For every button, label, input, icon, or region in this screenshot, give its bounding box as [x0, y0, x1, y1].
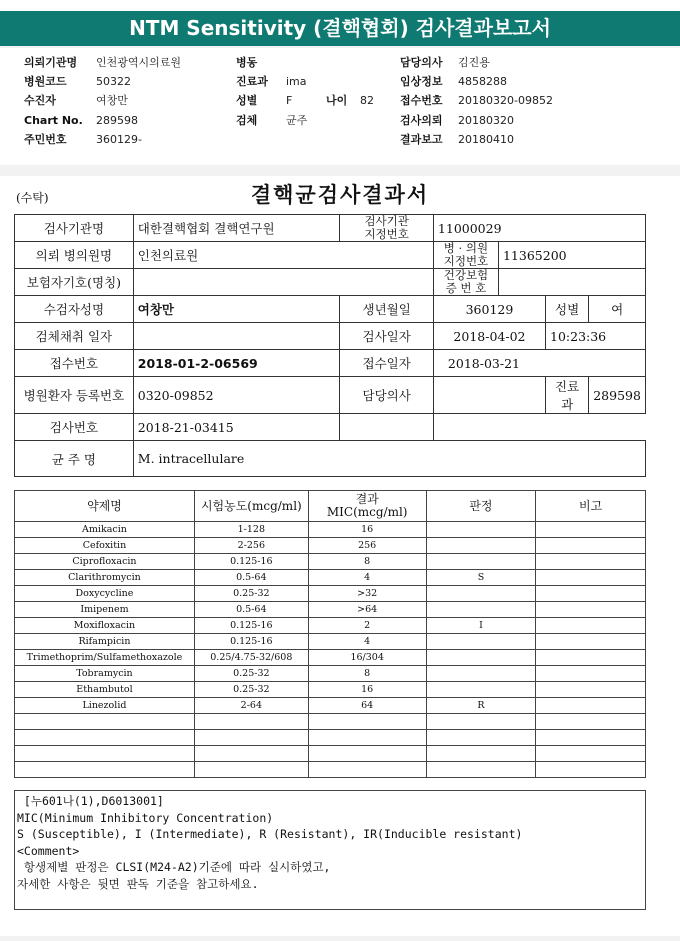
test-time: 10:23:36	[546, 323, 646, 350]
patient-info-panel	[0, 48, 680, 165]
cell-mic: 8	[308, 666, 426, 682]
cell-drug: Amikacin	[15, 522, 195, 538]
table-row	[15, 538, 646, 554]
cell-range: 0.5-64	[194, 602, 308, 618]
cell-range: 2-256	[194, 538, 308, 554]
report-info-table	[14, 214, 646, 477]
test-request-label: 검사의뢰	[400, 114, 443, 127]
cell-drug: Cefoxitin	[15, 538, 195, 554]
cell-interp	[426, 538, 536, 554]
cell-drug: Linezolid	[15, 698, 195, 714]
interpretation-header: 판정	[426, 491, 536, 522]
scanned-report	[0, 176, 680, 936]
specimen-value: 균주	[286, 114, 308, 127]
cell-range: 0.125-16	[194, 554, 308, 570]
cell-range	[194, 714, 308, 730]
cell-interp	[426, 634, 536, 650]
cell-drug	[15, 746, 195, 762]
insured-value	[133, 269, 433, 296]
drug-header: 약제명	[15, 491, 195, 522]
cell-interp	[426, 666, 536, 682]
resident-no-label: 주민번호	[24, 133, 67, 146]
comment-line: 자세한 사항은 뒷면 판독 기준을 참고하세요.	[17, 876, 259, 891]
cell-remark	[536, 762, 646, 778]
cell-range	[194, 762, 308, 778]
cell-mic: 4	[308, 570, 426, 586]
table-row	[15, 522, 646, 538]
strain-label: 균 주 명	[15, 441, 134, 477]
cell-range: 0.25-32	[194, 666, 308, 682]
cell-interp	[426, 522, 536, 538]
cell-remark	[536, 586, 646, 602]
table-row	[15, 650, 646, 666]
cell-mic: 4	[308, 634, 426, 650]
sex-value: F	[286, 94, 293, 107]
physician-value	[433, 377, 545, 414]
chart-no-value: 289598	[96, 114, 138, 127]
cell-drug: Trimethoprim/Sulfamethoxazole	[15, 650, 195, 666]
cell-mic: 2	[308, 618, 426, 634]
cell-interp	[426, 714, 536, 730]
patient-name-label: 수검자성명	[15, 296, 134, 323]
cell-interp	[426, 554, 536, 570]
cell-interp: R	[426, 698, 536, 714]
receipt-no-label: 접수번호	[15, 350, 134, 377]
receipt-date-label: 접수일자	[340, 350, 433, 377]
remark-header: 비고	[536, 491, 646, 522]
birth-value: 360129	[433, 296, 545, 323]
test-date: 2018-04-02	[433, 323, 545, 350]
cell-remark	[536, 554, 646, 570]
cell-mic: 16/304	[308, 650, 426, 666]
comment-line: S (Susceptible), I (Intermediate), R (Resistant), IR(Inducible resistant)	[17, 827, 523, 841]
cell-remark	[536, 682, 646, 698]
comment-box	[14, 790, 646, 910]
cell-drug: Ciprofloxacin	[15, 554, 195, 570]
clinical-info-value: 4858288	[458, 75, 507, 88]
cell-range: 0.25-32	[194, 586, 308, 602]
cell-remark	[536, 698, 646, 714]
blank-cell	[433, 414, 645, 441]
lab-designation: 11000029	[433, 215, 645, 242]
cell-interp	[426, 762, 536, 778]
cell-drug: Ethambutol	[15, 682, 195, 698]
sex-value-cell: 여	[589, 296, 646, 323]
mic-header: 결과 MIC(mcg/ml)	[308, 491, 426, 522]
cell-mic	[308, 714, 426, 730]
receipt-date: 2018-03-21	[433, 350, 645, 377]
cell-mic: 256	[308, 538, 426, 554]
cell-mic	[308, 746, 426, 762]
cell-interp	[426, 586, 536, 602]
comment-line: <Comment>	[17, 843, 80, 858]
cell-range: 0.125-16	[194, 618, 308, 634]
result-report-label: 결과보고	[400, 133, 443, 146]
strain-name: M. intracellulare	[133, 441, 645, 477]
registration-label: 병원환자 등록번호	[15, 377, 134, 414]
range-header: 시험농도(mcg/ml)	[194, 491, 308, 522]
test-no: 2018-21-03415	[133, 414, 340, 441]
cell-mic: 8	[308, 554, 426, 570]
institution-value: 인천광역시의료원	[96, 56, 182, 69]
cell-mic: >32	[308, 586, 426, 602]
receipt-label: (수탁)	[16, 191, 49, 205]
sex-label: 성별	[236, 94, 258, 107]
cell-mic: 16	[308, 522, 426, 538]
comment-line: MIC(Minimum Inhibitory Concentration)	[17, 810, 274, 825]
result-report-value: 20180410	[458, 133, 514, 146]
cell-interp: I	[426, 618, 536, 634]
cell-drug	[15, 714, 195, 730]
table-row	[15, 634, 646, 650]
cell-range: 0.125-16	[194, 634, 308, 650]
table-row	[15, 714, 646, 730]
cell-drug: Doxycycline	[15, 586, 195, 602]
patient-value: 여창만	[96, 94, 128, 107]
lab-designation-label: 검사기관 지정번호	[340, 215, 433, 242]
cell-mic	[308, 730, 426, 746]
patient-name: 여창만	[133, 296, 340, 323]
department-value: ima	[286, 75, 307, 88]
cell-interp	[426, 730, 536, 746]
referring-hospital-label: 의뢰 병의원명	[15, 242, 134, 269]
hospital-designation: 11365200	[498, 242, 645, 269]
cell-range	[194, 730, 308, 746]
cell-drug: Moxifloxacin	[15, 618, 195, 634]
clinical-info-label: 임상정보	[400, 75, 443, 88]
cell-interp	[426, 746, 536, 762]
patient-label: 수진자	[24, 94, 56, 107]
table-row	[15, 762, 646, 778]
cell-range: 0.25/4.75-32/608	[194, 650, 308, 666]
cell-interp	[426, 682, 536, 698]
resident-no-value: 360129-	[96, 133, 142, 146]
chart-no-label: Chart No.	[24, 114, 83, 127]
cell-range	[194, 746, 308, 762]
cell-mic: 64	[308, 698, 426, 714]
lab-name: 대한결핵협회 결핵연구원	[133, 215, 340, 242]
cell-interp: S	[426, 570, 536, 586]
cell-range: 0.25-32	[194, 682, 308, 698]
department-label: 진료과	[236, 75, 268, 88]
cell-remark	[536, 634, 646, 650]
cell-drug: Clarithromycin	[15, 570, 195, 586]
ward-label: 병동	[236, 56, 258, 69]
doctor-value: 김진용	[458, 56, 490, 69]
collection-date	[133, 323, 340, 350]
age-value: 82	[360, 94, 374, 107]
cell-remark	[536, 602, 646, 618]
cell-remark	[536, 538, 646, 554]
hospital-code-value: 50322	[96, 75, 131, 88]
doctor-label: 담당의사	[400, 56, 443, 69]
report-title: 결핵균검사결과서	[250, 182, 430, 207]
table-row	[15, 698, 646, 714]
cell-remark	[536, 650, 646, 666]
insured-label: 보험자기호(명칭)	[15, 269, 134, 296]
cell-remark	[536, 570, 646, 586]
cell-drug	[15, 762, 195, 778]
cell-remark	[536, 522, 646, 538]
cell-remark	[536, 714, 646, 730]
insurance-no-value	[498, 269, 645, 296]
cell-remark	[536, 746, 646, 762]
cell-interp	[426, 650, 536, 666]
cell-drug: Rifampicin	[15, 634, 195, 650]
insurance-no-label: 건강보험 증 번 호	[433, 269, 498, 296]
table-row	[15, 618, 646, 634]
cell-drug: Tobramycin	[15, 666, 195, 682]
cell-remark	[536, 618, 646, 634]
test-request-value: 20180320	[458, 114, 514, 127]
table-row	[15, 666, 646, 682]
lab-name-label: 검사기관명	[15, 215, 134, 242]
table-row	[15, 730, 646, 746]
table-row	[15, 586, 646, 602]
referring-hospital: 인천의료원	[133, 242, 433, 269]
test-no-label: 검사번호	[15, 414, 134, 441]
table-row	[15, 746, 646, 762]
cell-interp	[426, 602, 536, 618]
age-label: 나이	[326, 94, 348, 107]
registration-no: 0320-09852	[133, 377, 340, 414]
table-row	[15, 682, 646, 698]
cell-drug: Imipenem	[15, 602, 195, 618]
cell-range: 0.5-64	[194, 570, 308, 586]
physician-label: 담당의사	[340, 377, 433, 414]
cell-mic: 16	[308, 682, 426, 698]
institution-label: 의뢰기관명	[24, 56, 78, 69]
hospital-code-label: 병원코드	[24, 75, 67, 88]
cell-remark	[536, 666, 646, 682]
department-label-cell: 진료과	[546, 377, 589, 414]
department-value-cell: 289598	[589, 377, 646, 414]
birth-label: 생년월일	[340, 296, 433, 323]
comment-line: 항생제별 판정은 CLSI(M24-A2)기준에 따라 실시하였고,	[17, 860, 331, 874]
table-row	[15, 602, 646, 618]
sex-label-cell: 성별	[546, 296, 589, 323]
cell-range: 2-64	[194, 698, 308, 714]
accession-no-label: 접수번호	[400, 94, 443, 107]
receipt-no: 2018-01-2-06569	[133, 350, 340, 377]
table-row	[15, 554, 646, 570]
test-no-extra	[340, 414, 433, 441]
comment-line: [누601나(1),D6013001]	[17, 794, 164, 808]
page-title: NTM Sensitivity (결핵협회) 검사결과보고서	[0, 11, 680, 46]
cell-mic	[308, 762, 426, 778]
cell-remark	[536, 730, 646, 746]
accession-no-value: 20180320-09852	[458, 94, 553, 107]
cell-range: 1-128	[194, 522, 308, 538]
cell-drug	[15, 730, 195, 746]
table-row	[15, 570, 646, 586]
collection-date-label: 검체채취 일자	[15, 323, 134, 350]
hospital-designation-label: 병 · 의원 지정번호	[433, 242, 498, 269]
test-date-label: 검사일자	[340, 323, 433, 350]
specimen-label: 검체	[236, 114, 258, 127]
cell-mic: >64	[308, 602, 426, 618]
susceptibility-table	[14, 490, 646, 778]
